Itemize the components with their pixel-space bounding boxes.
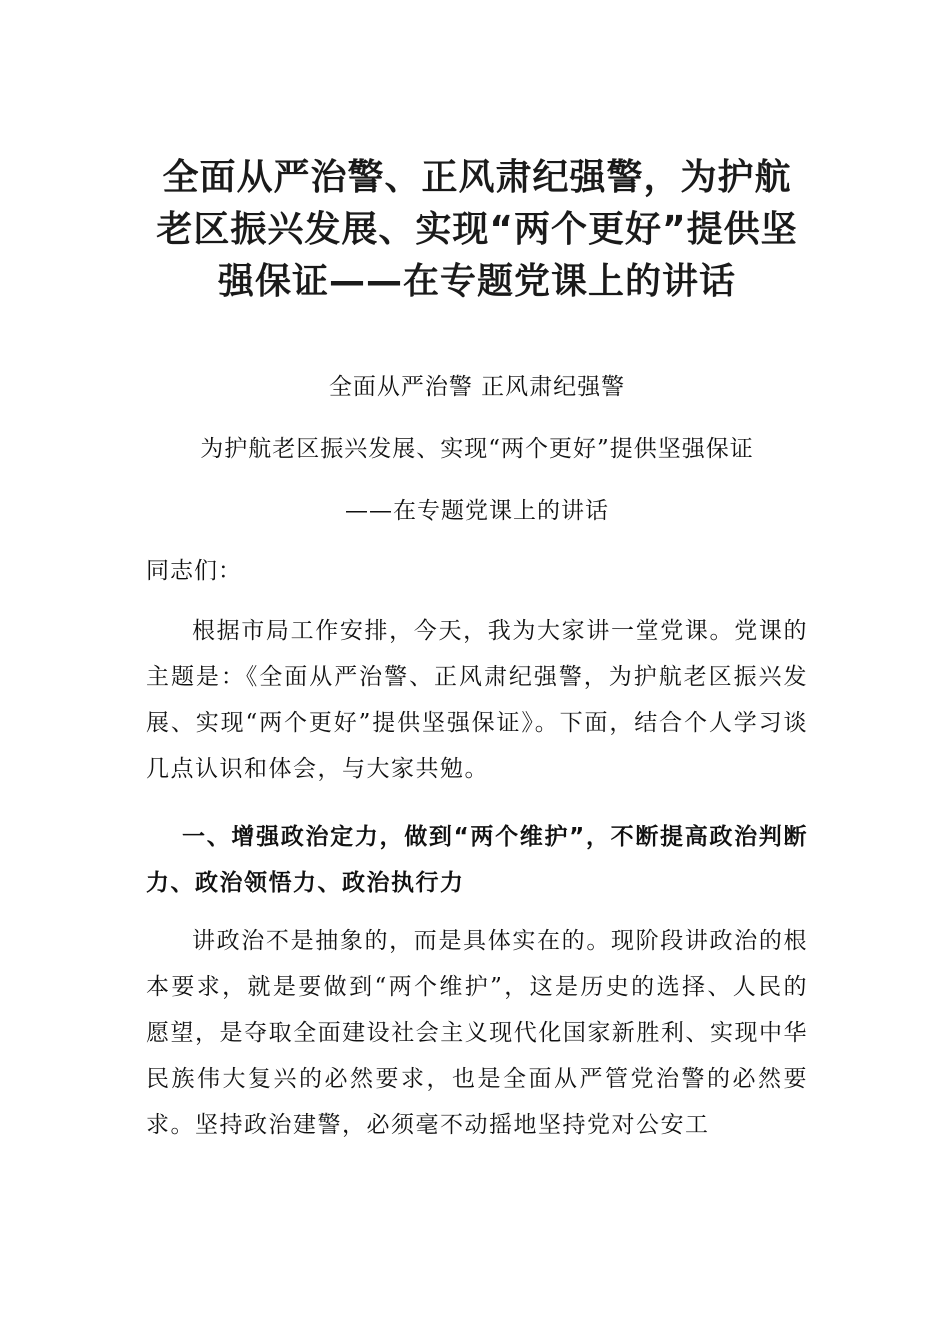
document-title: 全面从严治警、正风肃纪强警，为护航老区振兴发展、实现“两个更好”提供坚强保证——在专题党课上的讲话 [156, 157, 798, 302]
section-heading-1: 一、增强政治定力，做到“两个维护”，不断提高政治判断力、政治领悟力、政治执行力 [146, 824, 808, 896]
subtitle-line-3: ——在专题党课上的讲话 [345, 498, 609, 524]
subtitle-line-1: 全面从严治警 正风肃纪强警 [328, 374, 626, 400]
paragraph-intro: 根据市局工作安排，今天，我为大家讲一堂党课。党课的主题是：《全面从严治警、正风肃纪强警，为护航老区振兴发展、实现“两个更好”提供坚强保证》。下面，结合个人学习谈几点认识和体会，与大家共勉。 [146, 618, 808, 782]
salutation: 同志们： [146, 558, 242, 584]
subtitle-line-2: 为护航老区振兴发展、实现“两个更好”提供坚强保证 [200, 436, 754, 462]
paragraph-section-1: 讲政治不是抽象的，而是具体实在的。现阶段讲政治的根本要求，就是要做到“两个维护”，这是历史的选择、人民的愿望，是夺取全面建设社会主义现代化国家新胜利、实现中华民族伟大复兴的必然要求，也是全面从严管党治警的必然要求。坚持政治建警，必须毫不动摇地坚持党对公安工 [146, 928, 808, 1138]
